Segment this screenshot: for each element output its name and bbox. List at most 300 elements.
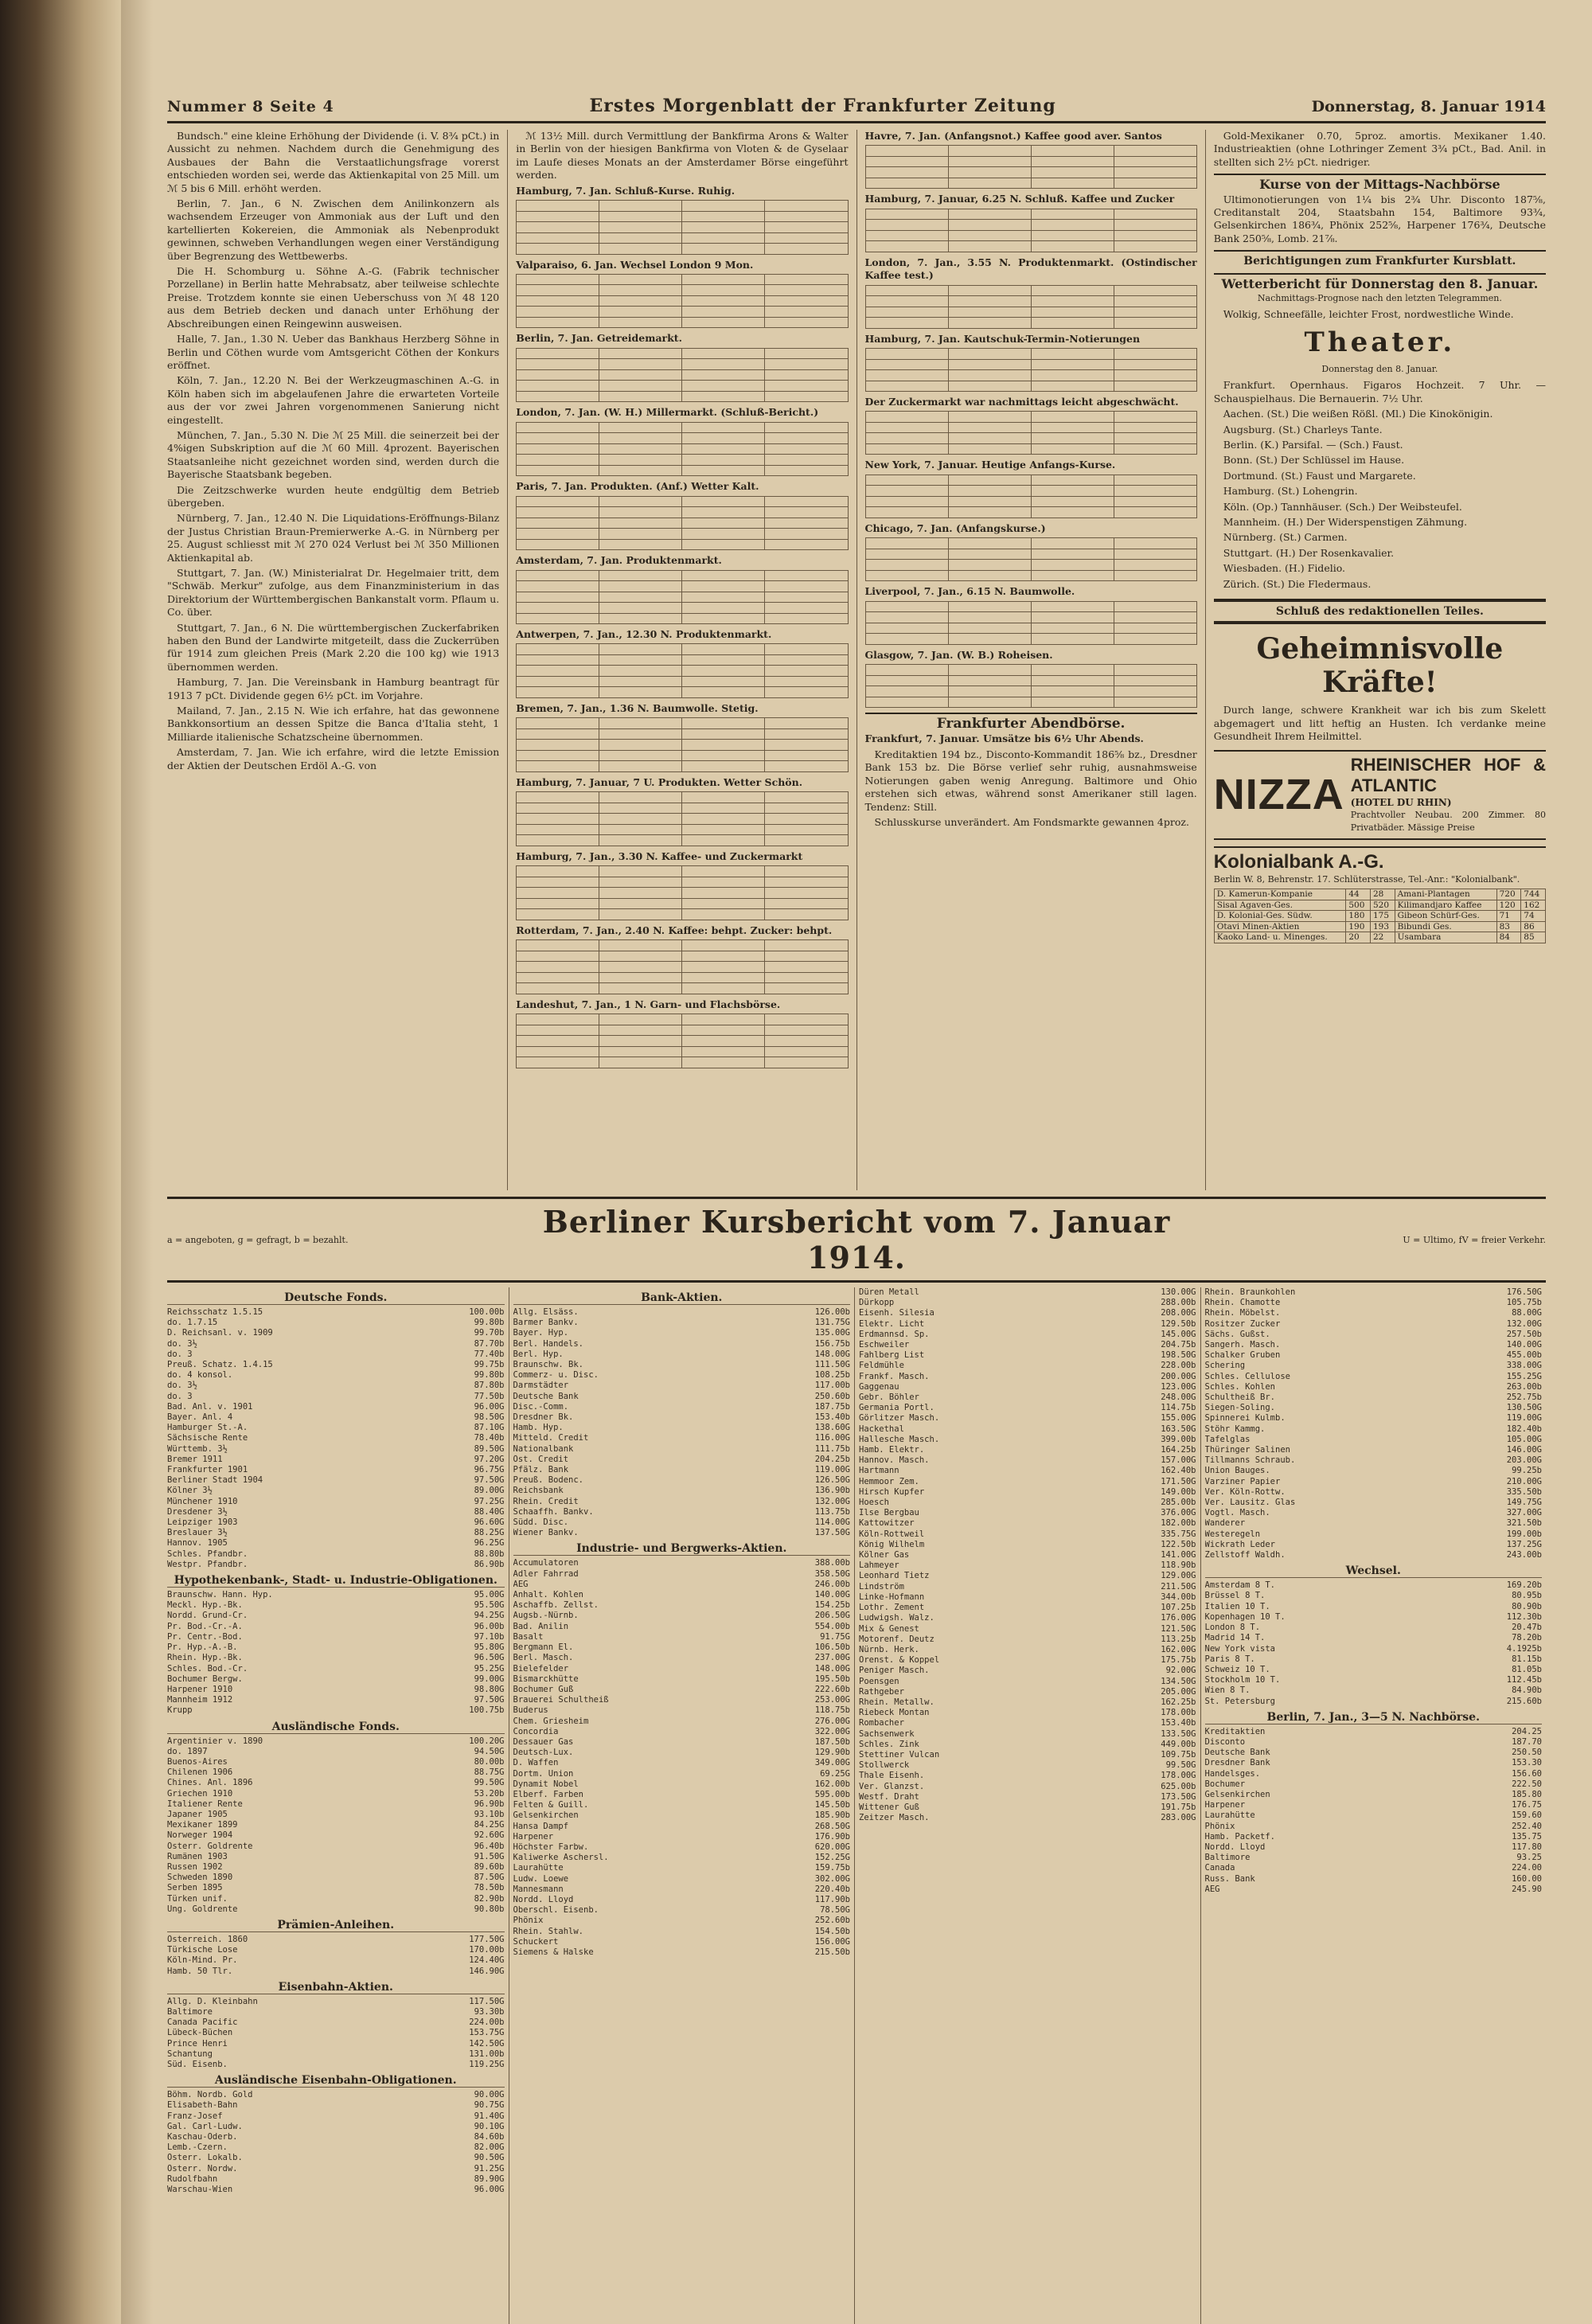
kurs-value: 344.00b: [1161, 1592, 1196, 1602]
kurs-row: [1205, 1685, 1543, 1696]
kurs-value: 117.80: [1512, 1842, 1542, 1852]
kurs-value: 119.00G: [814, 1465, 850, 1475]
kurs-section-title: Ausländische Eisenbahn-Obligationen.: [167, 2074, 505, 2088]
kurs-value: 117.00b: [814, 1381, 850, 1391]
kurs-name: Hansa Dampf: [513, 1821, 569, 1831]
kurs-row: [167, 1653, 505, 1663]
news-paragraph: Mailand, 7. Jan., 2.15 N. Wie ich erfahre, hat das gewonnene Bankkonsortium an dessen Spitze die Banca d'Italia steht, 1 Milliarde italienische Schatzscheine übernommen.: [167, 705, 500, 743]
kurs-value: 141.00G: [1161, 1550, 1196, 1560]
kurs-row: [513, 1863, 851, 1873]
kurs-name: Kölner Gas: [859, 1550, 910, 1560]
kurs-name: Rositzer Zucker: [1204, 1318, 1281, 1329]
kursbericht-header: [167, 1197, 1546, 1283]
kurs-row: [513, 1937, 851, 1947]
kurs-name: Canada: [1204, 1863, 1235, 1873]
issue-number: Nummer 8 Seite 4: [167, 98, 334, 115]
kurs-section-title: Ausländische Fonds.: [167, 1721, 505, 1734]
kurs-value: 97.10b: [474, 1631, 505, 1642]
kurs-row: [513, 1423, 851, 1433]
kurs-value: 156.00G: [814, 1936, 850, 1947]
kurs-name: Rhein. Credit: [513, 1496, 579, 1506]
kurs-row: [1205, 1330, 1543, 1340]
kurs-section-title: Wechsel.: [1205, 1564, 1543, 1578]
kurs-name: Kaschau-Oderb.: [167, 2132, 238, 2142]
kurs-row: [513, 1475, 851, 1486]
kurs-row: [1205, 1874, 1543, 1885]
kurs-value: 99.25b: [1512, 1466, 1542, 1476]
kurs-value: 100.20G: [469, 1736, 505, 1746]
kurs-value: 82.00G: [474, 2142, 505, 2153]
kurs-value: 81.15b: [1512, 1654, 1542, 1664]
kurs-name: Bayer. Anl. 4: [167, 1412, 233, 1423]
kurs-name: Prince Henri: [167, 2038, 228, 2049]
kurs-value: 90.10G: [474, 2121, 505, 2131]
kurs-name: Hamburger St.-A.: [167, 1423, 248, 1433]
kurs-name: Krupp: [167, 1705, 193, 1716]
kurs-row: [167, 2185, 505, 2195]
kurs-column: [1200, 1287, 1547, 2324]
kurs-name: Varziner Papier: [1204, 1476, 1281, 1486]
kurs-row: [167, 2100, 505, 2111]
kurs-value: 153.40b: [814, 1412, 850, 1423]
ad-text-kraefte: Durch lange, schwere Krankheit war ich bis zum Skelett abgemagert und litt heftig an Husten. Ich verdanke meine Gesundheit Ihrem Heilmittel.: [1213, 704, 1546, 743]
kurs-row: [513, 1727, 851, 1737]
kurs-name: Rathgeber: [859, 1686, 904, 1697]
kurs-value: 133.50G: [1161, 1728, 1196, 1739]
kurs-value: 153.75G: [469, 2028, 505, 2038]
kurs-value: 187.50b: [814, 1736, 850, 1747]
kurs-row: [1205, 1790, 1543, 1800]
kurs-value: 399.00b: [1161, 1434, 1196, 1444]
kurs-name: Meckl. Hyp.-Bk.: [167, 1600, 243, 1611]
market-heading: Hamburg, 7. Jan. Kautschuk-Termin-Notierungen: [864, 332, 1141, 345]
kurs-value: 248.00G: [1161, 1392, 1196, 1403]
kurs-value: 185.90b: [814, 1810, 850, 1821]
news-paragraph: Bundsch." eine kleine Erhöhung der Dividende (i. V. 8¾ pCt.) in Aussicht zu nehmen. Nachdem durch die Genehmigung des Ausbaues der Bahn die Verstaatlichungsfrage vorerst entschieden worden sei, werde das Aktienkapital von 25 Mill. um ℳ 5 bis 6 Mill. erhöht werden.: [167, 130, 500, 194]
kurs-value: 121.50G: [1161, 1623, 1196, 1634]
kurs-name: Nordd. Grund-Cr.: [167, 1611, 248, 1621]
kurs-name: Öst. Credit: [513, 1454, 569, 1464]
kurs-row: [1205, 1540, 1543, 1550]
kurs-name: Schles. Kohlen: [1204, 1381, 1276, 1392]
kurs-name: Accumulatoren: [513, 1558, 579, 1568]
kurs-row: [1205, 1382, 1543, 1392]
kurs-name: Südd. Disc.: [513, 1517, 569, 1528]
kurs-value: 132.00G: [814, 1496, 850, 1506]
kurs-name: Schantung: [167, 2049, 213, 2059]
kurs-section-title: Prämien-Anleihen.: [167, 1919, 505, 1932]
kurs-value: 263.00b: [1506, 1381, 1542, 1392]
kurs-name: Dresdener 3½: [167, 1506, 228, 1517]
kurs-value: 204.75b: [1161, 1340, 1196, 1350]
kurs-value: 80.95b: [1512, 1591, 1542, 1601]
kurs-row: [167, 1549, 505, 1560]
kurs-row: [167, 1747, 505, 1757]
kurs-row: [167, 1560, 505, 1570]
kurs-value: 98.80G: [474, 1684, 505, 1694]
kurs-value: 114.00G: [814, 1517, 850, 1528]
kurs-name: Commerz- u. Disc.: [513, 1370, 599, 1381]
kurs-value: 198.50G: [1161, 1350, 1196, 1361]
kurs-row: [859, 1782, 1196, 1792]
kurs-value: 182.40b: [1506, 1424, 1542, 1434]
kurs-row: [1205, 1665, 1543, 1675]
theater-entry: Wiesbaden. (H.) Fidelio.: [1223, 562, 1345, 575]
kurs-name: Ung. Goldrente: [167, 1904, 238, 1914]
kurs-row: [1205, 1340, 1543, 1350]
kurs-name: Rhein. Hyp.-Bk.: [167, 1653, 243, 1663]
kurs-value: 211.50G: [1161, 1581, 1196, 1592]
kurs-name: Poensgen: [859, 1676, 899, 1686]
kurs-value: 99.80b: [474, 1318, 505, 1328]
kurs-name: Ver. Köln-Rottw.: [1204, 1486, 1286, 1497]
kurs-name: Elektr. Licht: [859, 1318, 925, 1329]
kurs-row: [859, 1498, 1196, 1508]
news-paragraph: München, 7. Jan., 5.30 N. Die ℳ 25 Mill. die seinerzeit bei der 4%igen Subskription auf die ℳ 60 Mill. 4prozent. Bayerischen Staatsanleihe nicht gezeichnet worden sind, werden durch die Bayerische Staatsbank begeben.: [167, 428, 500, 481]
theater-entry: Köln. (Op.) Tannhäuser. (Sch.) Der Weibsteufel.: [1223, 500, 1462, 513]
kurs-value: 222.50: [1512, 1779, 1542, 1789]
market-heading: Hamburg, 7. Januar, 7 U. Produkten. Wetter Schön.: [516, 775, 803, 788]
kurs-name: Pr. Hyp.-A.-B.: [167, 1642, 238, 1653]
kurs-row: [1205, 1779, 1543, 1790]
kurs-row: [1205, 1403, 1543, 1413]
kurs-row: [859, 1350, 1196, 1361]
kurs-row: [513, 1580, 851, 1590]
kurs-row: [1205, 1308, 1543, 1318]
theater-entry: Augsburg. (St.) Charleys Tante.: [1223, 423, 1383, 436]
kurs-value: 93.25: [1516, 1853, 1542, 1863]
kurs-value: 99.70b: [474, 1328, 505, 1338]
kurs-row: [167, 2007, 505, 2017]
kurs-value: 187.75b: [814, 1401, 850, 1412]
kurs-row: [1205, 1623, 1543, 1633]
kurs-name: Ilse Bergbau: [859, 1508, 919, 1518]
kurs-value: 171.50G: [1161, 1476, 1196, 1486]
kurs-row: [167, 1349, 505, 1360]
kurs-name: AEG: [513, 1579, 529, 1589]
kursbericht-title: Berliner Kursbericht vom 7. Januar 1914.: [542, 1204, 1171, 1275]
market-heading: Der Zuckermarkt war nachmittags leicht abgeschwächt.: [864, 396, 1179, 408]
kurs-value: 89.60b: [474, 1861, 505, 1872]
kurs-name: Vogtl. Masch.: [1204, 1508, 1270, 1518]
kurs-value: 191.75b: [1161, 1802, 1196, 1812]
kurs-row: [167, 1810, 505, 1820]
kurs-name: Norweger 1904: [167, 1830, 233, 1841]
kurs-name: Wien 8 T.: [1204, 1685, 1251, 1696]
kurs-row: [1205, 1697, 1543, 1707]
kurs-row: [859, 1592, 1196, 1603]
kurs-row: [167, 1360, 505, 1370]
kurs-row: [513, 1381, 851, 1391]
kurs-value: 88.40G: [474, 1506, 505, 1517]
kurs-value: 97.50G: [474, 1695, 505, 1705]
kurs-value: 222.60b: [814, 1684, 850, 1694]
kurs-value: 149.75G: [1506, 1498, 1542, 1508]
kurs-name: Schuckert: [513, 1936, 559, 1947]
ad-kolonialbank: [1214, 846, 1546, 943]
kurs-row: [513, 1905, 851, 1916]
kurs-row: [167, 1370, 505, 1381]
kurs-name: Serben 1895: [167, 1883, 223, 1893]
kurs-row: [859, 1760, 1196, 1771]
kurs-value: 335.50b: [1506, 1486, 1542, 1497]
kurs-name: Handelsges.: [1204, 1768, 1261, 1779]
kurs-value: 87.80b: [474, 1381, 505, 1391]
kurs-name: Phönix: [513, 1916, 544, 1926]
kurs-name: Breslauer 3½: [167, 1528, 228, 1538]
kurs-name: Brüssel 8 T.: [1204, 1591, 1266, 1601]
kurs-value: 91.40G: [474, 2111, 505, 2121]
kurs-name: Nordd. Lloyd: [513, 1894, 574, 1904]
kurs-row: [859, 1718, 1196, 1728]
kurs-row: [859, 1571, 1196, 1581]
kurs-name: AEG: [1204, 1884, 1220, 1894]
kurs-value: 173.50G: [1161, 1791, 1196, 1802]
kurs-name: Canada Pacific: [167, 2017, 238, 2028]
market-heading: Rotterdam, 7. Jan., 2.40 N. Kaffee: behpt. Zucker: behpt.: [516, 924, 833, 936]
kurs-value: 78.50G: [820, 1905, 850, 1916]
kurs-name: Laurahütte: [1204, 1810, 1255, 1821]
kurs-row: [167, 2174, 505, 2185]
kurs-value: 91.25G: [474, 2163, 505, 2174]
news-paragraph: Nürnberg, 7. Jan., 12.40 N. Die Liquidations-Eröffnungs-Bilanz der Justus Christian Braun-Premierwerke A.-G. in Nürnberg per 25. August schliesst mit ℳ 270 024 Verlust bei ℳ 350 Millionen Aktienkapital ab.: [167, 512, 500, 564]
kurs-name: Stockholm 10 T.: [1204, 1675, 1281, 1685]
kurs-row: [859, 1435, 1196, 1445]
kurs-name: Griechen 1910: [167, 1788, 233, 1799]
kurs-name: Gaggenau: [859, 1381, 899, 1392]
kurs-value: 246.00b: [814, 1579, 850, 1589]
kurs-name: do. 3½: [167, 1338, 197, 1349]
kurs-value: 112.30b: [1506, 1611, 1542, 1622]
kurs-name: Elberf. Farben: [513, 1789, 584, 1799]
kurs-name: Nürnb. Herk.: [859, 1644, 919, 1654]
kurs-row: [1205, 1529, 1543, 1540]
kurs-value: 90.75G: [474, 2100, 505, 2111]
theater-title: Theater.: [1304, 326, 1456, 358]
kurs-row: [167, 2164, 505, 2174]
kurs-name: Russen 1902: [167, 1861, 223, 1872]
kurs-name: Ludwigsh. Walz.: [859, 1613, 935, 1623]
kurs-name: Österr. Lokalb.: [167, 2153, 243, 2163]
kurs-row: [167, 1328, 505, 1338]
kurs-name: Ver. Glanzst.: [859, 1781, 925, 1791]
kurs-row: [859, 1466, 1196, 1476]
kurs-row: [1205, 1885, 1543, 1895]
kurs-name: Bergmann El.: [513, 1642, 574, 1653]
kurs-name: Berliner Stadt 1904: [167, 1475, 263, 1486]
kurs-row: [167, 1475, 505, 1486]
editorial-end-banner: Schluß des redaktionellen Teiles.: [1214, 599, 1546, 624]
kurs-name: Schles. Cellulose: [1204, 1371, 1290, 1381]
kurs-value: 203.00G: [1506, 1455, 1542, 1466]
kurs-name: Linke-Hofmann: [859, 1592, 925, 1602]
kurs-name: Türkische Lose: [167, 1945, 238, 1955]
kurs-value: 98.50G: [474, 1412, 505, 1423]
kurs-row: [1205, 1508, 1543, 1518]
kurs-row: [1205, 1550, 1543, 1560]
kurs-row: [859, 1740, 1196, 1750]
market-table: [516, 570, 848, 625]
kurs-row: [859, 1372, 1196, 1382]
market-heading: Bremen, 7. Jan., 1.36 N. Baumwolle. Stetig.: [516, 701, 759, 714]
market-table: [516, 865, 848, 920]
kurs-name: Elisabeth-Bahn: [167, 2100, 238, 2111]
kurs-name: Mitteld. Credit: [513, 1433, 589, 1443]
kurs-row: [859, 1750, 1196, 1760]
kurs-row: [513, 1885, 851, 1895]
kurs-value: 162.40b: [1161, 1466, 1196, 1476]
theater-entry: Bonn. (St.) Der Schlüssel im Hause.: [1223, 454, 1405, 467]
kurs-name: Baltimore: [1204, 1853, 1251, 1863]
kurs-value: 155.00G: [1161, 1413, 1196, 1424]
kurs-name: Ver. Lausitz. Glas: [1204, 1498, 1296, 1508]
kurs-value: 322.00G: [814, 1726, 850, 1736]
kurs-name: Wittener Guß: [859, 1802, 919, 1812]
kurs-name: Schweden 1890: [167, 1873, 233, 1883]
kurs-name: Köln-Mind. Pr.: [167, 1955, 238, 1966]
kurs-row: [859, 1529, 1196, 1540]
kurs-name: Eschweiler: [859, 1340, 910, 1350]
wetter-subtitle: Nachmittags-Prognose nach den letzten Telegrammen.: [1257, 293, 1502, 304]
kurs-name: Hoesch: [859, 1498, 889, 1508]
kurs-name: Deutsch-Lux.: [513, 1748, 574, 1758]
kurs-name: Phönix: [1204, 1821, 1235, 1831]
kurs-name: Berl. Handels.: [513, 1338, 584, 1349]
kurs-row: [859, 1655, 1196, 1666]
kurs-name: Dresdner Bank: [1204, 1758, 1270, 1768]
kurs-row: [859, 1687, 1196, 1697]
table-row: Otavi Minen-Aktien 190 193 Bibundi Ges. 83 86: [1214, 921, 1545, 932]
kurs-value: 84.25G: [474, 1820, 505, 1830]
kurs-row: [513, 1705, 851, 1716]
kurs-name: Harpener: [513, 1831, 554, 1842]
kurs-row: [167, 1392, 505, 1402]
market-table: [516, 643, 848, 698]
kurs-value: 88.25G: [474, 1528, 505, 1538]
kurs-value: 82.90b: [474, 1893, 505, 1904]
kurs-name: Nordd. Lloyd: [1204, 1842, 1266, 1852]
kurs-row: [859, 1413, 1196, 1424]
kurs-row: [513, 1664, 851, 1674]
kurs-name: Chines. Anl. 1896: [167, 1778, 253, 1788]
kurs-row: [513, 1632, 851, 1642]
kurs-row: [167, 1778, 505, 1788]
kurs-row: [167, 2028, 505, 2038]
kurs-name: Argentinier v. 1890: [167, 1736, 263, 1746]
kurs-row: [167, 1767, 505, 1778]
market-heading: Amsterdam, 7. Jan. Produktenmarkt.: [516, 554, 722, 567]
kurs-value: 250.50: [1512, 1748, 1542, 1758]
kurs-row: [1205, 1591, 1543, 1601]
kurs-name: Wickrath Leder: [1204, 1539, 1276, 1549]
kurs-row: [1205, 1518, 1543, 1529]
kurs-value: 176.90b: [814, 1831, 850, 1842]
kurs-name: Nationalbank: [513, 1443, 574, 1454]
kurs-value: 163.50G: [1161, 1424, 1196, 1434]
kurs-value: 162.00G: [1161, 1644, 1196, 1654]
kurs-name: Orenst. & Koppel: [859, 1655, 940, 1666]
kurs-name: Deutsche Bank: [513, 1391, 579, 1401]
kurs-row: [167, 1465, 505, 1475]
kurs-row: [1205, 1498, 1543, 1508]
market-heading: Landeshut, 7. Jan., 1 N. Garn- und Flachsbörse.: [516, 998, 781, 1010]
kurs-name: Spinnerei Kulmb.: [1204, 1413, 1286, 1424]
kurs-row: [167, 1955, 505, 1966]
kurs-row: [167, 1945, 505, 1955]
kurs-name: Braunschw. Bk.: [513, 1360, 584, 1370]
kurs-row: [513, 1339, 851, 1349]
ad-nizza-city: NIZZA: [1213, 771, 1344, 819]
kurs-name: Bismarckhütte: [513, 1674, 579, 1684]
kurs-value: 252.40: [1512, 1821, 1542, 1831]
kurs-row: [167, 1381, 505, 1391]
kurs-row: [513, 1947, 851, 1958]
kurs-row: [513, 1392, 851, 1402]
kurs-name: Frankf. Masch.: [859, 1371, 930, 1381]
kurs-name: Lemb.-Czern.: [167, 2142, 228, 2153]
kurs-name: Siegen-Soling.: [1204, 1403, 1276, 1413]
kurs-row: [513, 1444, 851, 1455]
kurs-value: 138.60G: [814, 1423, 850, 1433]
kurs-row: [513, 1600, 851, 1611]
kurs-name: Warschau-Wien: [167, 2185, 233, 2195]
market-table: [516, 939, 848, 994]
issue-date: Donnerstag, 8. Januar 1914: [1311, 98, 1546, 115]
newspaper-page: [121, 0, 1592, 2324]
kurs-value: 132.00G: [1506, 1318, 1542, 1329]
kurs-row: [513, 1674, 851, 1685]
kurs-name: Leipziger 1903: [167, 1517, 238, 1528]
kurs-name: London 8 T.: [1204, 1623, 1261, 1633]
ad-kolonialbank-table: [1214, 889, 1546, 943]
kurs-row: [859, 1708, 1196, 1718]
theater-entry: Zürich. (St.) Die Fledermaus.: [1223, 577, 1372, 590]
kurs-value: 285.00b: [1161, 1498, 1196, 1508]
kurs-row: [167, 1455, 505, 1465]
kurs-row: [167, 1507, 505, 1517]
kurs-value: 327.00G: [1506, 1508, 1542, 1518]
kurs-value: 134.50G: [1161, 1676, 1196, 1686]
kurs-name: do. 1897: [167, 1746, 208, 1756]
market-table: [516, 717, 848, 772]
kurs-value: 153.30: [1512, 1758, 1542, 1768]
kurs-name: Motorenf. Deutz: [859, 1634, 935, 1644]
kurs-row: [1205, 1748, 1543, 1758]
kurs-row: [167, 1997, 505, 2007]
kurs-row: [167, 1894, 505, 1904]
kurs-name: Hallesche Masch.: [859, 1434, 940, 1444]
kurs-row: [513, 1611, 851, 1621]
kurs-value: 135.75: [1512, 1831, 1542, 1842]
column-intro: Gold-Mexikaner 0.70, 5proz. amortis. Mexikaner 1.40. Industrieaktien (ohne Lothringer Zement 3¾ pCt., Bad. Anil. in stellten sich 2½ pCt. niedriger.: [1213, 130, 1546, 168]
kurs-row: [1205, 1822, 1543, 1832]
kurs-row: [513, 1455, 851, 1465]
theater-entry: Dortmund. (St.) Faust und Margarete.: [1223, 469, 1416, 482]
kurs-name: Rhein. Metallw.: [859, 1697, 935, 1707]
kurs-row: [513, 1465, 851, 1475]
kurs-value: 283.00G: [1161, 1813, 1196, 1823]
kurs-row: [167, 1528, 505, 1538]
kurs-row: [167, 1799, 505, 1810]
kurs-row: [167, 1862, 505, 1873]
kurs-row: [859, 1666, 1196, 1676]
kurs-name: Türken unif.: [167, 1893, 228, 1904]
market-table: [865, 601, 1197, 645]
kurs-value: 91.75G: [820, 1631, 850, 1642]
kurs-row: [1205, 1413, 1543, 1424]
kurs-name: Russ. Bank: [1204, 1873, 1255, 1884]
abendboerse-heading: Frankfurt, 7. Januar. Umsätze bis 6½ Uhr Abends.: [864, 732, 1144, 745]
